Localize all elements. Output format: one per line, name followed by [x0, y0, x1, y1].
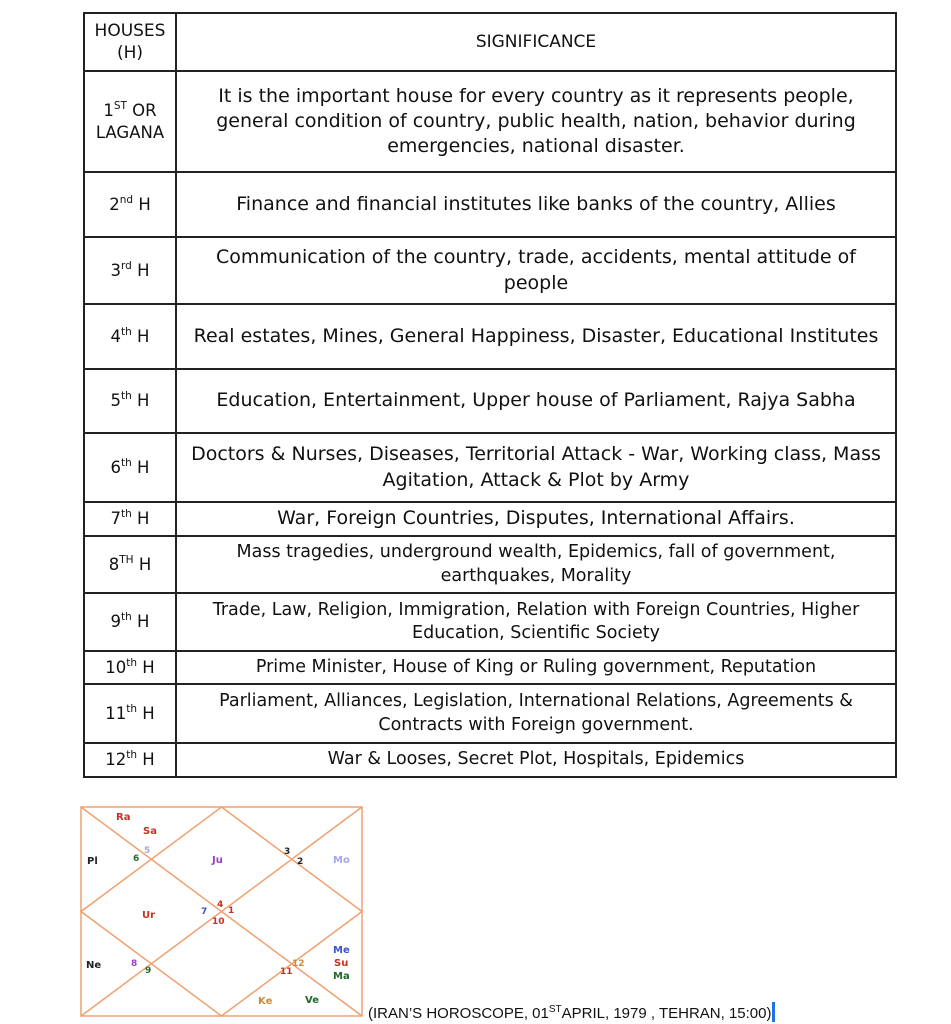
- significance-cell: Real estates, Mines, General Happiness, Disaster, Educational Institutes: [176, 304, 896, 369]
- house-cell: 9th H: [84, 593, 176, 651]
- house-cell: 1ST OR LAGANA: [84, 71, 176, 172]
- table-row: [84, 71, 896, 172]
- house-number: 5: [144, 846, 151, 856]
- house-number: 10: [212, 917, 225, 927]
- planet-mars: Ma: [333, 971, 350, 982]
- significance-cell: War, Foreign Countries, Disputes, International Affairs.: [176, 502, 896, 536]
- house-number: 1: [228, 906, 235, 916]
- house-number: 4: [217, 900, 224, 910]
- horoscope-chart: [80, 806, 364, 1022]
- planet-moon: Mo: [333, 855, 350, 866]
- planet-jupiter: Ju: [212, 855, 223, 866]
- house-cell: 12th H: [84, 743, 176, 777]
- houses-significance-table: [83, 12, 897, 778]
- significance-cell: Mass tragedies, underground wealth, Epidemics, fall of government, earthquakes, Morality: [176, 536, 896, 593]
- significance-cell: War & Looses, Secret Plot, Hospitals, Epidemics: [176, 743, 896, 777]
- table-row: [84, 502, 896, 536]
- house-cell: 7th H: [84, 502, 176, 536]
- house-cell: 11th H: [84, 684, 176, 743]
- significance-cell: Communication of the country, trade, accidents, mental attitude of people: [176, 237, 896, 304]
- planet-uranus: Ur: [142, 910, 156, 921]
- table-header-row: [84, 13, 896, 71]
- table-row: [84, 593, 896, 651]
- header-significance: SIGNIFICANCE: [176, 13, 896, 71]
- chart-frame: [81, 807, 362, 1016]
- table-row: [84, 237, 896, 304]
- chart-caption: (IRAN’S HOROSCOPE, 01STAPRIL, 1979 , TEHRAN, 15:00): [368, 1002, 775, 1022]
- table-row: [84, 651, 896, 684]
- house-cell: 5th H: [84, 369, 176, 433]
- table-row: [84, 172, 896, 237]
- house-number: 12: [292, 959, 305, 969]
- table-row: [84, 743, 896, 777]
- table-row: [84, 369, 896, 433]
- table-row: [84, 304, 896, 369]
- table-row: [84, 433, 896, 502]
- significance-cell: Parliament, Alliances, Legislation, International Relations, Agreements & Contracts with Foreign government.: [176, 684, 896, 743]
- house-cell: 4th H: [84, 304, 176, 369]
- planet-pluto: Pl: [87, 856, 98, 867]
- house-number: 7: [201, 907, 208, 917]
- significance-cell: It is the important house for every country as it represents people, general condition of country, public health, nation, behavior during emergencies, national disaster.: [176, 71, 896, 172]
- house-cell: 2nd H: [84, 172, 176, 237]
- house-number: 8: [131, 959, 138, 969]
- house-number: 2: [297, 857, 304, 867]
- significance-cell: Trade, Law, Religion, Immigration, Relation with Foreign Countries, Higher Education, Scientific Society: [176, 593, 896, 651]
- house-cell: 3rd H: [84, 237, 176, 304]
- table-row: [84, 684, 896, 743]
- table-row: [84, 536, 896, 593]
- header-houses: HOUSES (H): [84, 13, 176, 71]
- house-number: 6: [133, 854, 140, 864]
- significance-cell: Doctors & Nurses, Diseases, Territorial Attack - War, Working class, Mass Agitation, Attack & Plot by Army: [176, 433, 896, 502]
- planet-venus: Ve: [305, 995, 319, 1006]
- planet-rahu: Ra: [116, 812, 131, 823]
- house-cell: 6th H: [84, 433, 176, 502]
- planet-sun: Su: [334, 958, 349, 969]
- house-number: 9: [145, 966, 152, 976]
- planet-neptune: Ne: [86, 960, 102, 971]
- significance-cell: Prime Minister, House of King or Ruling government, Reputation: [176, 651, 896, 684]
- planet-ketu: Ke: [258, 996, 273, 1007]
- house-cell: 10th H: [84, 651, 176, 684]
- house-cell: 8TH H: [84, 536, 176, 593]
- text-cursor: [772, 1002, 775, 1022]
- house-number: 3: [284, 847, 291, 857]
- house-number: 11: [280, 967, 293, 977]
- planet-saturn: Sa: [143, 826, 157, 837]
- horoscope-chart-svg: [80, 806, 364, 1018]
- planet-mercury: Me: [333, 945, 350, 956]
- significance-cell: Education, Entertainment, Upper house of Parliament, Rajya Sabha: [176, 369, 896, 433]
- significance-cell: Finance and financial institutes like banks of the country, Allies: [176, 172, 896, 237]
